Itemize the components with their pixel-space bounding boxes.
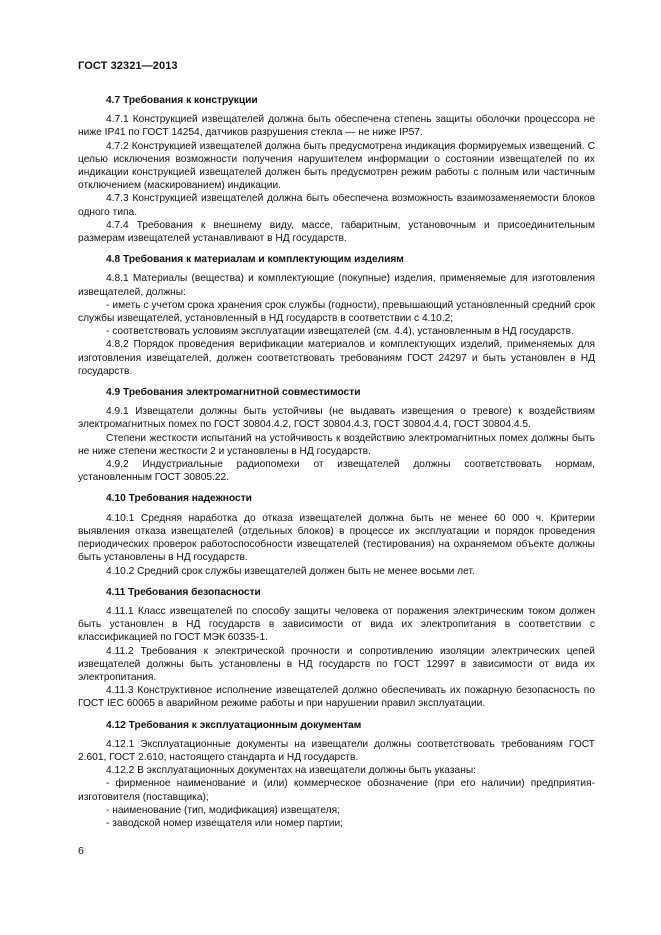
section-heading: 4.7 Требования к конструкции — [106, 95, 258, 106]
paragraph: 4.11.1 Класс извещателей по способу защиты человека от поражения электрическим током должен быть установлен в НД государств в зависимости от вида их электропитания в соответствии с классификацией по ГОСТ МЭК 60335-1. — [78, 605, 595, 644]
document-body — [78, 94, 595, 838]
section-4-12 — [78, 719, 595, 831]
paragraph: 4.9.1 Извещатели должны быть устойчивы (не выдавать извещения о тревоге) к воздействиям электромагнитных помех по ГОСТ 30804.4.2, ГОСТ 30804.4.3, ГОСТ 30804.4.4, ГОСТ 30804.4.5. — [78, 406, 595, 431]
paragraph: 4.8.2 Порядок проведения верификации материалов и комплектующих изделий, применяемых для изготовления извещателей, должен соответствовать требованиям ГОСТ 24297 и быть установлен в НД государств. — [78, 339, 595, 377]
section-heading: 4.11 Требования безопасности — [106, 586, 261, 598]
paragraph: 4.12.2 В эксплуатационных документах на извещатели должны быть указаны: — [106, 765, 476, 777]
section-heading: 4.9 Требования электромагнитной совместимости — [106, 387, 361, 399]
paragraph: 4.7.2 Конструкцией извещателей должна быть предусмотрена индикация формируемых извещений. С целью исключения возможности получения нарушителем информации о состоянии извещателей по их индикации конструкцией извещателей должен быть предусмотрен режим работы с полным или частичным отключением (маскированием) индикации. — [78, 140, 595, 192]
document-header: ГОСТ 32321—2013 — [78, 60, 178, 72]
paragraph: 4.12.1 Эксплуатационные документы на извещатели должны соответствовать требованиям ГОСТ 2.601, ГОСТ 2.610, настоящего стандарта и НД государств. — [78, 738, 595, 763]
paragraph: 4.7.3 Конструкцией извещателей должна быть обеспечена возможность взаимозаменяемости блоков одного типа. — [78, 193, 595, 218]
section-heading: 4.10 Требования надежности — [106, 493, 252, 505]
paragraph: 4.7.1 Конструкцией извещателей должна быть обеспечена степень защиты оболочки процессора не ниже IP41 по ГОСТ 14254, датчиков разрушения стекла — не ниже IP57. — [78, 114, 595, 139]
list-item: - заводской номер извещателя или номер партии; — [106, 817, 343, 829]
section-4-10 — [78, 492, 595, 577]
section-heading: 4.12 Требования к эксплуатационным документам — [106, 719, 362, 731]
paragraph: 4.10.1 Средняя наработка до отказа извещателей должна быть не менее 60 000 ч. Критерии выявления отказа извещателей (отдельных блоков) в процессе их эксплуатации и порядок проведения периодических проверок работоспособности извещателей (тестирования) на охраняемом объекте должны быть установлены в НД государств. — [78, 512, 595, 564]
section-4-7 — [78, 94, 595, 245]
list-item: - соответствовать условиям эксплуатации извещателей (см. 4.4), установленным в НД государств. — [106, 326, 574, 338]
list-item: - фирменное наименование и (или) коммерческое обозначение (при его наличии) предприятия-изготовителя (поставщика); — [78, 778, 595, 803]
paragraph: 4.8.1 Материалы (вещества) и комплектующие (покупные) изделия, применяемые для изготовления извещателей, должны: — [78, 273, 595, 298]
paragraph: 4.9.2 Индустриальные радиопомехи от извещателей должны соответствовать нормам, установленным ГОСТ 30805.22. — [78, 459, 595, 484]
section-heading: 4.8 Требования к материалам и комплектующим изделиям — [106, 254, 404, 266]
paragraph: Степени жесткости испытаний на устойчивость к воздействию электромагнитных помех должны быть не ниже степени жесткости 2 и установлены в НД государств. — [78, 432, 595, 457]
section-4-9 — [78, 386, 595, 484]
section-4-11 — [78, 586, 595, 711]
list-item: - иметь с учетом срока хранения срок службы (годности), превышающий установленный средний срок службы извещателей, установленный в НД государств в соответствии с 4.10.2; — [78, 299, 595, 325]
paragraph: 4.11.2 Требования к электрической прочности и сопротивлению изоляции электрических цепей извещателей должны быть установлены в НД государств по ГОСТ 12997 в зависимости от вида их электропитания. — [78, 645, 595, 683]
list-item: - наименование (тип, модификация) извещателя; — [106, 804, 340, 816]
section-4-8 — [78, 253, 595, 378]
paragraph: 4.10.2 Средний срок службы извещателей должен быть не менее восьми лет. — [106, 565, 475, 577]
paragraph: 4.11.3 Конструктивное исполнение извещателей должно обеспечивать их пожарную безопасность по ГОСТ IEC 60065 в аварийном режиме работы и при нарушении правил эксплуатации. — [78, 685, 595, 710]
page-number: 6 — [78, 845, 84, 857]
paragraph: 4.7.4 Требования к внешнему виду, массе, габаритным, установочным и присоединительным размерам извещателей устанавливают в НД государств. — [78, 219, 595, 245]
